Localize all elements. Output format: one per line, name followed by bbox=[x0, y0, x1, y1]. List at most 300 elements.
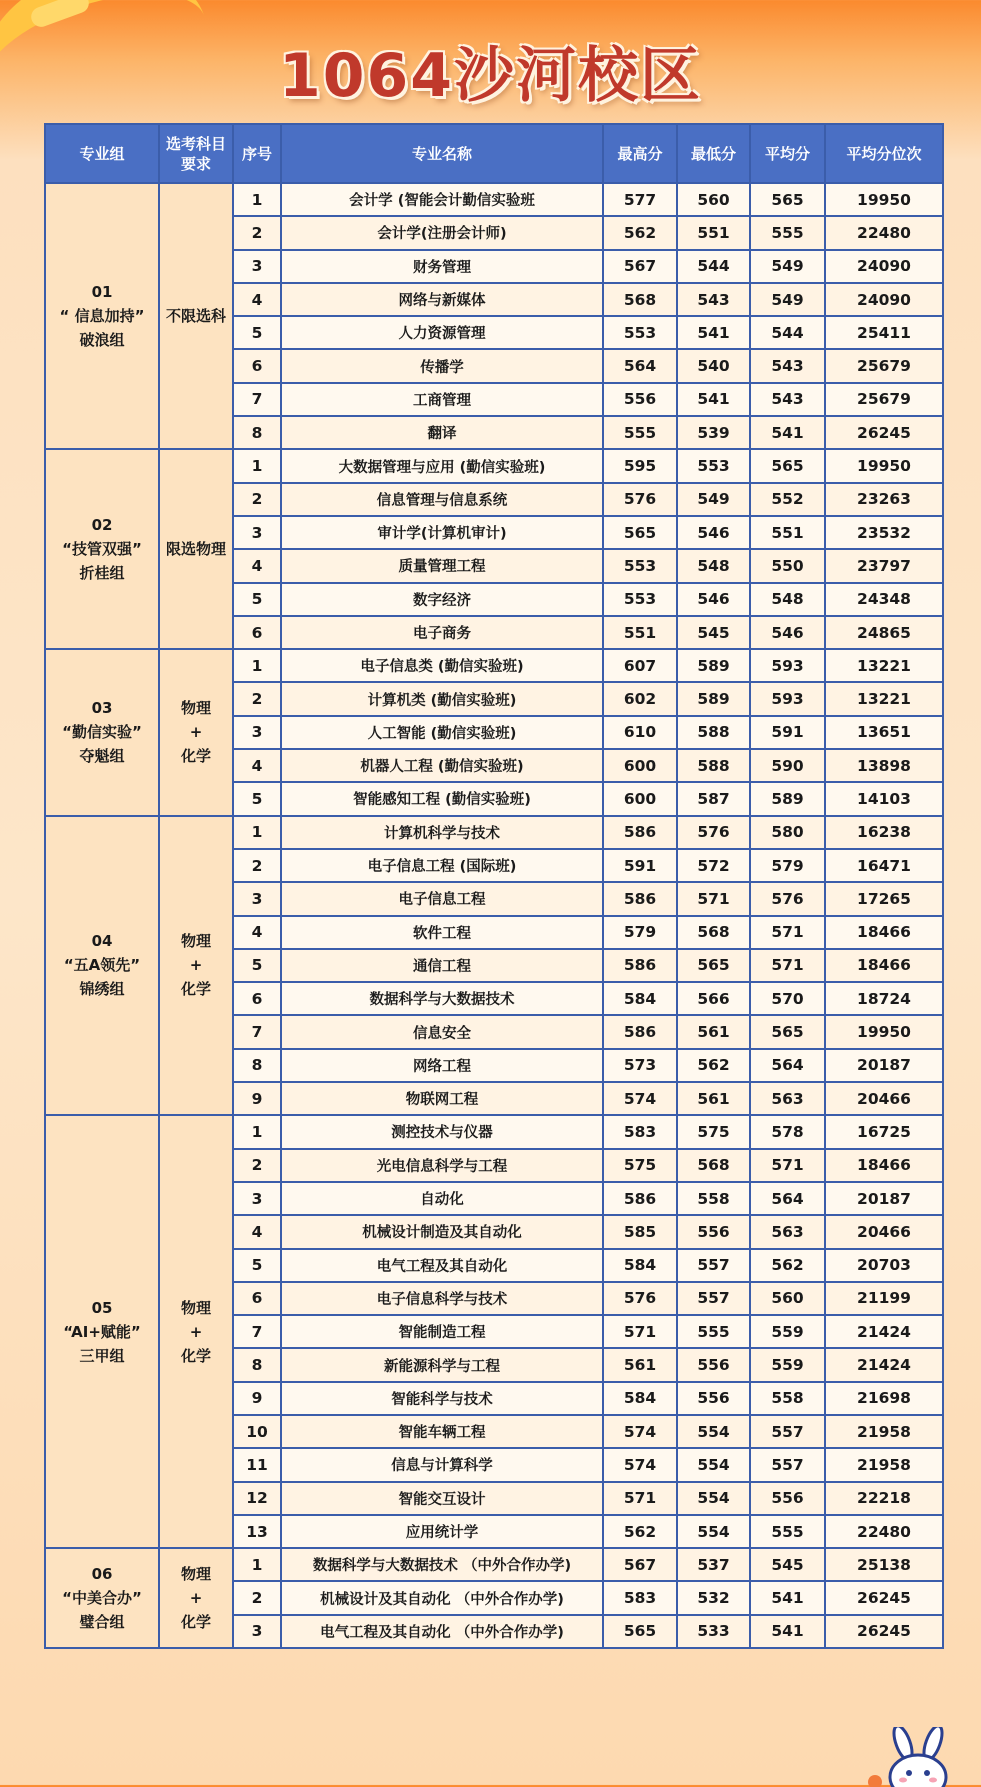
min-score-cell: 558 bbox=[677, 1182, 750, 1215]
group-code: 01 bbox=[91, 283, 113, 302]
avg-rank-cell: 20187 bbox=[825, 1182, 943, 1215]
avg-score-cell: 549 bbox=[750, 250, 825, 283]
min-score-cell: 541 bbox=[677, 383, 750, 416]
avg-score-cell: 555 bbox=[750, 1515, 825, 1548]
major-name-cell: 智能车辆工程 bbox=[281, 1415, 603, 1448]
max-score-cell: 571 bbox=[603, 1482, 677, 1515]
subject-requirement-line: + bbox=[189, 1589, 203, 1608]
min-score-cell: 588 bbox=[677, 716, 750, 749]
group-code: 06 bbox=[91, 1565, 113, 1584]
avg-score-cell: 571 bbox=[750, 916, 825, 949]
major-name-cell: 财务管理 bbox=[281, 250, 603, 283]
major-name-cell: 信息管理与信息系统 bbox=[281, 483, 603, 516]
min-score-cell: 549 bbox=[677, 483, 750, 516]
min-score-cell: 554 bbox=[677, 1515, 750, 1548]
max-score-cell: 575 bbox=[603, 1149, 677, 1182]
table-row bbox=[45, 649, 943, 682]
row-number-cell: 1 bbox=[233, 816, 281, 849]
avg-rank-cell: 18466 bbox=[825, 1149, 943, 1182]
major-name-cell: 传播学 bbox=[281, 349, 603, 382]
avg-rank-cell: 18466 bbox=[825, 916, 943, 949]
row-number-cell: 9 bbox=[233, 1082, 281, 1115]
major-name-cell: 机械设计及其自动化 （中外合作办学) bbox=[281, 1581, 603, 1614]
avg-score-cell: 556 bbox=[750, 1482, 825, 1515]
header-subject-line: 选考科目 bbox=[165, 134, 226, 153]
min-score-cell: 541 bbox=[677, 316, 750, 349]
min-score-cell: 539 bbox=[677, 416, 750, 449]
max-score-cell: 584 bbox=[603, 1249, 677, 1282]
row-number-cell: 12 bbox=[233, 1482, 281, 1515]
avg-rank-cell: 23797 bbox=[825, 549, 943, 582]
group-team: 夺魁组 bbox=[79, 747, 125, 766]
avg-rank-cell: 18724 bbox=[825, 982, 943, 1015]
header-no: 序号 bbox=[233, 124, 281, 183]
row-number-cell: 2 bbox=[233, 1581, 281, 1614]
header-avg: 平均分 bbox=[750, 124, 825, 183]
row-number-cell: 8 bbox=[233, 1049, 281, 1082]
max-score-cell: 610 bbox=[603, 716, 677, 749]
min-score-cell: 576 bbox=[677, 816, 750, 849]
row-number-cell: 6 bbox=[233, 616, 281, 649]
max-score-cell: 553 bbox=[603, 549, 677, 582]
avg-rank-cell: 14103 bbox=[825, 782, 943, 815]
group-cell bbox=[45, 1115, 159, 1548]
subject-requirement-line: + bbox=[189, 956, 203, 975]
avg-score-cell: 559 bbox=[750, 1315, 825, 1348]
major-name-cell: 电子信息工程 bbox=[281, 882, 603, 915]
avg-score-cell: 591 bbox=[750, 716, 825, 749]
row-number-cell: 7 bbox=[233, 1315, 281, 1348]
avg-score-cell: 562 bbox=[750, 1249, 825, 1282]
max-score-cell: 583 bbox=[603, 1581, 677, 1614]
avg-rank-cell: 20466 bbox=[825, 1082, 943, 1115]
major-name-cell: 会计学 (智能会计勤信实验班 bbox=[281, 183, 603, 216]
min-score-cell: 560 bbox=[677, 183, 750, 216]
row-number-cell: 3 bbox=[233, 1182, 281, 1215]
row-number-cell: 1 bbox=[233, 449, 281, 482]
min-score-cell: 587 bbox=[677, 782, 750, 815]
header-group: 专业组 bbox=[45, 124, 159, 183]
max-score-cell: 600 bbox=[603, 749, 677, 782]
min-score-cell: 556 bbox=[677, 1348, 750, 1381]
min-score-cell: 545 bbox=[677, 616, 750, 649]
rabbit-mascot-icon bbox=[863, 1727, 973, 1787]
avg-rank-cell: 20703 bbox=[825, 1249, 943, 1282]
avg-score-cell: 571 bbox=[750, 949, 825, 982]
max-score-cell: 607 bbox=[603, 649, 677, 682]
major-name-cell: 机器人工程 (勤信实验班) bbox=[281, 749, 603, 782]
row-number-cell: 3 bbox=[233, 882, 281, 915]
avg-score-cell: 558 bbox=[750, 1382, 825, 1415]
subject-requirement-cell bbox=[159, 816, 233, 1116]
subject-requirement-line: 限选物理 bbox=[165, 540, 226, 559]
major-name-cell: 物联网工程 bbox=[281, 1082, 603, 1115]
min-score-cell: 561 bbox=[677, 1015, 750, 1048]
header-subject-line: 要求 bbox=[180, 154, 211, 173]
avg-score-cell: 555 bbox=[750, 216, 825, 249]
min-score-cell: 533 bbox=[677, 1615, 750, 1648]
min-score-cell: 551 bbox=[677, 216, 750, 249]
avg-score-cell: 565 bbox=[750, 183, 825, 216]
major-name-cell: 电子商务 bbox=[281, 616, 603, 649]
row-number-cell: 2 bbox=[233, 216, 281, 249]
subject-requirement-cell bbox=[159, 1115, 233, 1548]
min-score-cell: 532 bbox=[677, 1581, 750, 1614]
min-score-cell: 566 bbox=[677, 982, 750, 1015]
avg-rank-cell: 20187 bbox=[825, 1049, 943, 1082]
subject-requirement-line: 化学 bbox=[180, 1346, 211, 1365]
avg-score-cell: 541 bbox=[750, 1581, 825, 1614]
avg-score-cell: 545 bbox=[750, 1548, 825, 1581]
group-cell bbox=[45, 449, 159, 649]
avg-rank-cell: 25679 bbox=[825, 349, 943, 382]
min-score-cell: 554 bbox=[677, 1448, 750, 1481]
major-name-cell: 翻译 bbox=[281, 416, 603, 449]
score-table bbox=[44, 123, 944, 1649]
min-score-cell: 561 bbox=[677, 1082, 750, 1115]
max-score-cell: 595 bbox=[603, 449, 677, 482]
avg-score-cell: 564 bbox=[750, 1049, 825, 1082]
avg-rank-cell: 23532 bbox=[825, 516, 943, 549]
subject-requirement-line: 化学 bbox=[180, 747, 211, 766]
row-number-cell: 13 bbox=[233, 1515, 281, 1548]
min-score-cell: 556 bbox=[677, 1382, 750, 1415]
group-code: 05 bbox=[91, 1298, 113, 1317]
max-score-cell: 574 bbox=[603, 1082, 677, 1115]
major-name-cell: 机械设计制造及其自动化 bbox=[281, 1215, 603, 1248]
row-number-cell: 11 bbox=[233, 1448, 281, 1481]
min-score-cell: 554 bbox=[677, 1482, 750, 1515]
avg-rank-cell: 23263 bbox=[825, 483, 943, 516]
major-name-cell: 信息安全 bbox=[281, 1015, 603, 1048]
avg-score-cell: 563 bbox=[750, 1082, 825, 1115]
min-score-cell: 553 bbox=[677, 449, 750, 482]
row-number-cell: 3 bbox=[233, 250, 281, 283]
row-number-cell: 5 bbox=[233, 1249, 281, 1282]
avg-rank-cell: 25411 bbox=[825, 316, 943, 349]
avg-score-cell: 551 bbox=[750, 516, 825, 549]
avg-score-cell: 593 bbox=[750, 649, 825, 682]
max-score-cell: 583 bbox=[603, 1115, 677, 1148]
avg-score-cell: 576 bbox=[750, 882, 825, 915]
major-name-cell: 数据科学与大数据技术 bbox=[281, 982, 603, 1015]
group-code: 04 bbox=[91, 932, 113, 951]
avg-score-cell: 560 bbox=[750, 1282, 825, 1315]
group-team: 锦绣组 bbox=[79, 980, 125, 999]
row-number-cell: 4 bbox=[233, 549, 281, 582]
avg-rank-cell: 21958 bbox=[825, 1448, 943, 1481]
max-score-cell: 562 bbox=[603, 216, 677, 249]
avg-score-cell: 543 bbox=[750, 349, 825, 382]
major-name-cell: 网络工程 bbox=[281, 1049, 603, 1082]
row-number-cell: 4 bbox=[233, 283, 281, 316]
header-max: 最高分 bbox=[603, 124, 677, 183]
min-score-cell: 571 bbox=[677, 882, 750, 915]
avg-rank-cell: 24348 bbox=[825, 583, 943, 616]
group-slogan: “五A领先” bbox=[63, 956, 141, 975]
avg-rank-cell: 21698 bbox=[825, 1382, 943, 1415]
header-rank: 平均分位次 bbox=[825, 124, 943, 183]
avg-rank-cell: 22480 bbox=[825, 216, 943, 249]
avg-rank-cell: 13221 bbox=[825, 649, 943, 682]
major-name-cell: 智能交互设计 bbox=[281, 1482, 603, 1515]
max-score-cell: 573 bbox=[603, 1049, 677, 1082]
group-cell bbox=[45, 1548, 159, 1648]
major-name-cell: 审计学(计算机审计) bbox=[281, 516, 603, 549]
min-score-cell: 557 bbox=[677, 1249, 750, 1282]
avg-rank-cell: 25138 bbox=[825, 1548, 943, 1581]
min-score-cell: 537 bbox=[677, 1548, 750, 1581]
header-min: 最低分 bbox=[677, 124, 750, 183]
avg-rank-cell: 16238 bbox=[825, 816, 943, 849]
group-slogan: “中美合办” bbox=[62, 1589, 142, 1608]
avg-rank-cell: 26245 bbox=[825, 416, 943, 449]
avg-score-cell: 579 bbox=[750, 849, 825, 882]
row-number-cell: 1 bbox=[233, 1115, 281, 1148]
max-score-cell: 553 bbox=[603, 316, 677, 349]
row-number-cell: 1 bbox=[233, 183, 281, 216]
avg-rank-cell: 21424 bbox=[825, 1315, 943, 1348]
row-number-cell: 5 bbox=[233, 782, 281, 815]
avg-score-cell: 543 bbox=[750, 383, 825, 416]
major-name-cell: 信息与计算科学 bbox=[281, 1448, 603, 1481]
row-number-cell: 4 bbox=[233, 749, 281, 782]
row-number-cell: 7 bbox=[233, 383, 281, 416]
subject-requirement-line: 物理 bbox=[180, 932, 211, 951]
min-score-cell: 544 bbox=[677, 250, 750, 283]
avg-score-cell: 550 bbox=[750, 549, 825, 582]
table-header-row bbox=[45, 124, 943, 183]
major-name-cell: 电子信息科学与技术 bbox=[281, 1282, 603, 1315]
major-name-cell: 人工智能 (勤信实验班) bbox=[281, 716, 603, 749]
row-number-cell: 3 bbox=[233, 716, 281, 749]
avg-score-cell: 564 bbox=[750, 1182, 825, 1215]
subject-requirement-cell bbox=[159, 649, 233, 815]
avg-rank-cell: 22218 bbox=[825, 1482, 943, 1515]
header-major: 专业名称 bbox=[281, 124, 603, 183]
max-score-cell: 584 bbox=[603, 1382, 677, 1415]
avg-score-cell: 557 bbox=[750, 1448, 825, 1481]
max-score-cell: 574 bbox=[603, 1448, 677, 1481]
score-table-container bbox=[44, 123, 942, 1649]
group-code: 02 bbox=[91, 516, 113, 535]
min-score-cell: 546 bbox=[677, 516, 750, 549]
max-score-cell: 567 bbox=[603, 1548, 677, 1581]
max-score-cell: 562 bbox=[603, 1515, 677, 1548]
table-row bbox=[45, 816, 943, 849]
max-score-cell: 602 bbox=[603, 682, 677, 715]
min-score-cell: 568 bbox=[677, 916, 750, 949]
avg-rank-cell: 26245 bbox=[825, 1615, 943, 1648]
major-name-cell: 网络与新媒体 bbox=[281, 283, 603, 316]
group-slogan: “ 信息加持” bbox=[59, 307, 145, 326]
avg-rank-cell: 19950 bbox=[825, 449, 943, 482]
group-slogan: “技管双强” bbox=[62, 540, 142, 559]
row-number-cell: 6 bbox=[233, 349, 281, 382]
min-score-cell: 540 bbox=[677, 349, 750, 382]
avg-rank-cell: 19950 bbox=[825, 183, 943, 216]
avg-rank-cell: 22480 bbox=[825, 1515, 943, 1548]
max-score-cell: 577 bbox=[603, 183, 677, 216]
max-score-cell: 564 bbox=[603, 349, 677, 382]
avg-score-cell: 559 bbox=[750, 1348, 825, 1381]
row-number-cell: 5 bbox=[233, 316, 281, 349]
major-name-cell: 电子信息工程 (国际班) bbox=[281, 849, 603, 882]
max-score-cell: 584 bbox=[603, 982, 677, 1015]
max-score-cell: 600 bbox=[603, 782, 677, 815]
avg-rank-cell: 20466 bbox=[825, 1215, 943, 1248]
major-name-cell: 会计学(注册会计师) bbox=[281, 216, 603, 249]
max-score-cell: 586 bbox=[603, 816, 677, 849]
table-row bbox=[45, 1115, 943, 1148]
avg-rank-cell: 24090 bbox=[825, 250, 943, 283]
avg-score-cell: 565 bbox=[750, 1015, 825, 1048]
avg-rank-cell: 21199 bbox=[825, 1282, 943, 1315]
major-name-cell: 数字经济 bbox=[281, 583, 603, 616]
min-score-cell: 575 bbox=[677, 1115, 750, 1148]
avg-score-cell: 578 bbox=[750, 1115, 825, 1148]
table-body bbox=[45, 183, 943, 1648]
max-score-cell: 567 bbox=[603, 250, 677, 283]
group-cell bbox=[45, 183, 159, 449]
major-name-cell: 智能科学与技术 bbox=[281, 1382, 603, 1415]
min-score-cell: 557 bbox=[677, 1282, 750, 1315]
max-score-cell: 556 bbox=[603, 383, 677, 416]
row-number-cell: 8 bbox=[233, 416, 281, 449]
avg-score-cell: 552 bbox=[750, 483, 825, 516]
major-name-cell: 通信工程 bbox=[281, 949, 603, 982]
major-name-cell: 质量管理工程 bbox=[281, 549, 603, 582]
major-name-cell: 应用统计学 bbox=[281, 1515, 603, 1548]
subject-requirement-cell bbox=[159, 183, 233, 449]
major-name-cell: 软件工程 bbox=[281, 916, 603, 949]
subject-requirement-line: 物理 bbox=[180, 1298, 211, 1317]
min-score-cell: 548 bbox=[677, 549, 750, 582]
row-number-cell: 2 bbox=[233, 682, 281, 715]
group-team: 折桂组 bbox=[79, 564, 125, 583]
table-row bbox=[45, 449, 943, 482]
group-slogan: “勤信实验” bbox=[62, 723, 142, 742]
min-score-cell: 556 bbox=[677, 1215, 750, 1248]
avg-rank-cell: 21958 bbox=[825, 1415, 943, 1448]
max-score-cell: 585 bbox=[603, 1215, 677, 1248]
row-number-cell: 7 bbox=[233, 1015, 281, 1048]
min-score-cell: 565 bbox=[677, 949, 750, 982]
avg-score-cell: 563 bbox=[750, 1215, 825, 1248]
min-score-cell: 555 bbox=[677, 1315, 750, 1348]
major-name-cell: 光电信息科学与工程 bbox=[281, 1149, 603, 1182]
avg-rank-cell: 13651 bbox=[825, 716, 943, 749]
avg-score-cell: 571 bbox=[750, 1149, 825, 1182]
min-score-cell: 568 bbox=[677, 1149, 750, 1182]
avg-score-cell: 549 bbox=[750, 283, 825, 316]
row-number-cell: 1 bbox=[233, 1548, 281, 1581]
min-score-cell: 588 bbox=[677, 749, 750, 782]
avg-rank-cell: 13221 bbox=[825, 682, 943, 715]
subject-requirement-line: 物理 bbox=[180, 699, 211, 718]
max-score-cell: 591 bbox=[603, 849, 677, 882]
major-name-cell: 工商管理 bbox=[281, 383, 603, 416]
subject-requirement-line: 化学 bbox=[180, 1613, 211, 1632]
max-score-cell: 576 bbox=[603, 483, 677, 516]
row-number-cell: 3 bbox=[233, 1615, 281, 1648]
subject-requirement-cell bbox=[159, 449, 233, 649]
group-slogan: “AI+赋能” bbox=[63, 1322, 141, 1341]
max-score-cell: 568 bbox=[603, 283, 677, 316]
avg-score-cell: 593 bbox=[750, 682, 825, 715]
avg-score-cell: 590 bbox=[750, 749, 825, 782]
max-score-cell: 586 bbox=[603, 1015, 677, 1048]
subject-requirement-cell bbox=[159, 1548, 233, 1648]
min-score-cell: 562 bbox=[677, 1049, 750, 1082]
row-number-cell: 2 bbox=[233, 483, 281, 516]
row-number-cell: 4 bbox=[233, 916, 281, 949]
subject-requirement-line: + bbox=[189, 723, 203, 742]
page-title: 1064沙河校区 bbox=[279, 41, 702, 111]
max-score-cell: 553 bbox=[603, 583, 677, 616]
major-name-cell: 新能源科学与工程 bbox=[281, 1348, 603, 1381]
major-name-cell: 自动化 bbox=[281, 1182, 603, 1215]
max-score-cell: 551 bbox=[603, 616, 677, 649]
avg-rank-cell: 18466 bbox=[825, 949, 943, 982]
avg-rank-cell: 13898 bbox=[825, 749, 943, 782]
min-score-cell: 589 bbox=[677, 682, 750, 715]
max-score-cell: 579 bbox=[603, 916, 677, 949]
avg-rank-cell: 16471 bbox=[825, 849, 943, 882]
row-number-cell: 5 bbox=[233, 949, 281, 982]
avg-score-cell: 548 bbox=[750, 583, 825, 616]
avg-rank-cell: 24090 bbox=[825, 283, 943, 316]
avg-score-cell: 546 bbox=[750, 616, 825, 649]
group-code: 03 bbox=[91, 699, 113, 718]
avg-score-cell: 544 bbox=[750, 316, 825, 349]
subject-requirement-line: 物理 bbox=[180, 1565, 211, 1584]
max-score-cell: 571 bbox=[603, 1315, 677, 1348]
major-name-cell: 大数据管理与应用 (勤信实验班) bbox=[281, 449, 603, 482]
group-cell bbox=[45, 816, 159, 1116]
row-number-cell: 6 bbox=[233, 1282, 281, 1315]
row-number-cell: 2 bbox=[233, 1149, 281, 1182]
major-name-cell: 电子信息类 (勤信实验班) bbox=[281, 649, 603, 682]
avg-rank-cell: 24865 bbox=[825, 616, 943, 649]
avg-rank-cell: 21424 bbox=[825, 1348, 943, 1381]
min-score-cell: 589 bbox=[677, 649, 750, 682]
major-name-cell: 电气工程及其自动化 （中外合作办学) bbox=[281, 1615, 603, 1648]
table-row bbox=[45, 1548, 943, 1581]
subject-requirement-line: 化学 bbox=[180, 980, 211, 999]
row-number-cell: 2 bbox=[233, 849, 281, 882]
major-name-cell: 人力资源管理 bbox=[281, 316, 603, 349]
avg-score-cell: 557 bbox=[750, 1415, 825, 1448]
row-number-cell: 3 bbox=[233, 516, 281, 549]
major-name-cell: 数据科学与大数据技术 （中外合作办学) bbox=[281, 1548, 603, 1581]
avg-rank-cell: 25679 bbox=[825, 383, 943, 416]
group-team: 璧合组 bbox=[79, 1613, 125, 1632]
min-score-cell: 543 bbox=[677, 283, 750, 316]
max-score-cell: 576 bbox=[603, 1282, 677, 1315]
avg-score-cell: 541 bbox=[750, 416, 825, 449]
max-score-cell: 586 bbox=[603, 882, 677, 915]
row-number-cell: 8 bbox=[233, 1348, 281, 1381]
header-subject bbox=[159, 124, 233, 183]
subject-requirement-line: + bbox=[189, 1322, 203, 1341]
major-name-cell: 智能感知工程 (勤信实验班) bbox=[281, 782, 603, 815]
max-score-cell: 565 bbox=[603, 516, 677, 549]
max-score-cell: 574 bbox=[603, 1415, 677, 1448]
group-team: 三甲组 bbox=[79, 1346, 125, 1365]
row-number-cell: 10 bbox=[233, 1415, 281, 1448]
max-score-cell: 586 bbox=[603, 1182, 677, 1215]
